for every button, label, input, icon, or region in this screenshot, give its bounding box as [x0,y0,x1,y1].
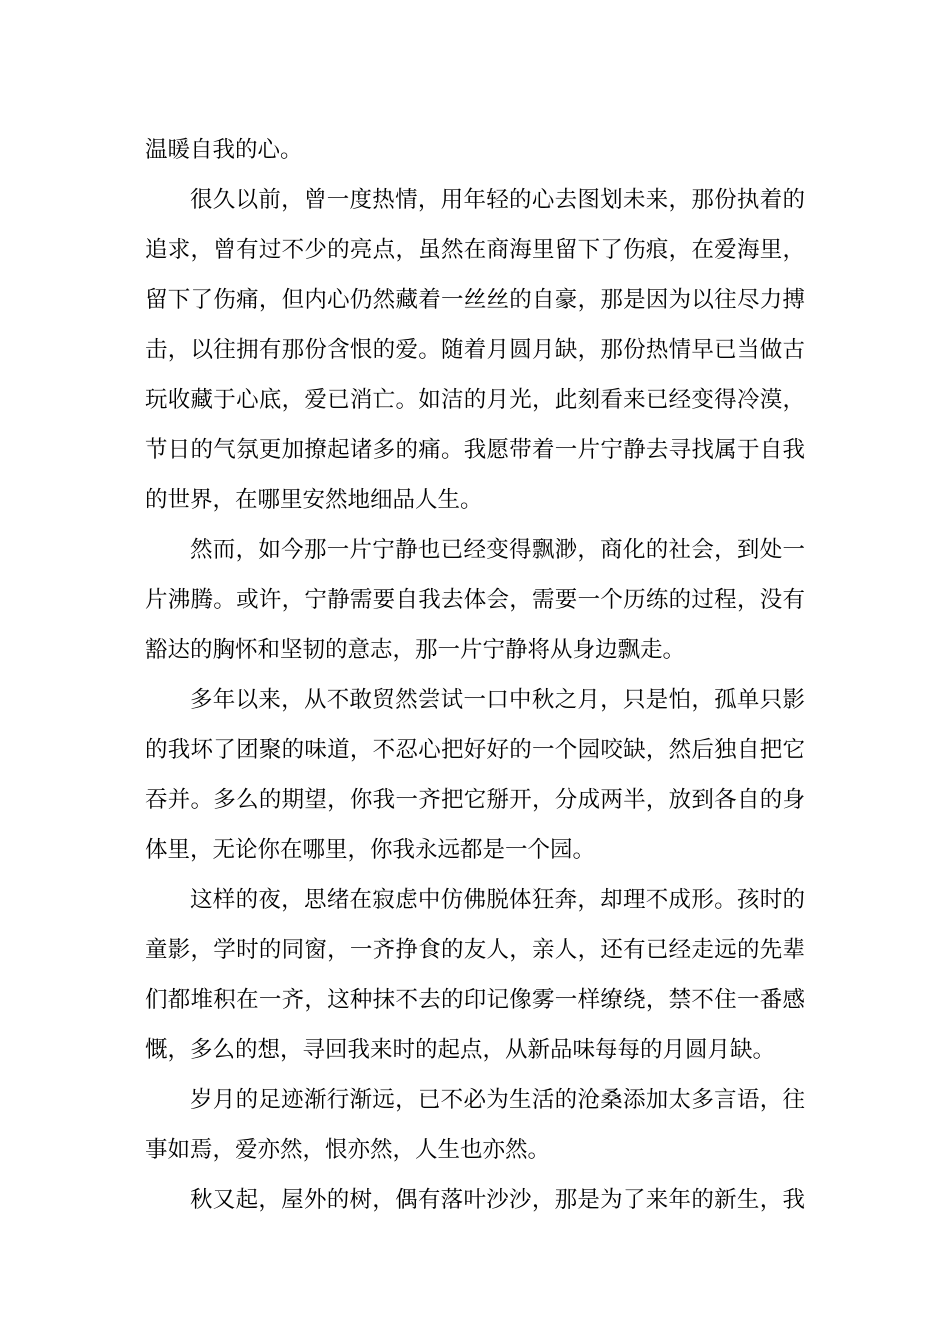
text-line: 温暖自我的心。 [145,137,303,163]
paragraph-first-line: 然而，如今那一片宁静也已经变得飘渺，商化的社会，到处一 [190,537,805,563]
text-line: 留下了伤痛，但内心仍然藏着一丝丝的自豪，那是因为以往尽力搏 [145,287,805,313]
text-line: 节日的气氛更加撩起诸多的痛。我愿带着一片宁静去寻找属于自我 [145,437,805,463]
text-line: 吞并。多么的期望，你我一齐把它掰开，分成两半，放到各自的身 [145,787,805,813]
text-line: 事如焉，爱亦然，恨亦然，人生也亦然。 [145,1137,551,1163]
paragraph-first-line: 这样的夜，思绪在寂虑中仿佛脱体狂奔，却理不成形。孩时的 [190,887,805,913]
text-line: 击，以往拥有那份含恨的爱。随着月圆月缺，那份热情早已当做古 [145,337,805,363]
text-line: 的世界，在哪里安然地细品人生。 [145,487,483,513]
text-line: 片沸腾。或许，宁静需要自我去体会，需要一个历练的过程，没有 [145,587,805,613]
text-line: 豁达的胸怀和坚韧的意志，那一片宁静将从身边飘走。 [145,637,686,663]
text-line: 的我坏了团聚的味道，不忍心把好好的一个园咬缺，然后独自把它 [145,737,805,763]
paragraph-first-line: 岁月的足迹渐行渐远，已不必为生活的沧桑添加太多言语，往 [190,1087,805,1113]
text-line: 体里，无论你在哪里，你我永远都是一个园。 [145,837,596,863]
paragraph-first-line: 很久以前，曾一度热情，用年轻的心去图划未来，那份执着的 [190,187,805,213]
paragraph-first-line: 秋又起，屋外的树，偶有落叶沙沙，那是为了来年的新生，我 [190,1187,805,1213]
text-line: 童影，学时的同窗，一齐挣食的友人，亲人，还有已经走远的先辈 [145,937,805,963]
text-line: 慨，多么的想，寻回我来时的起点，从新品味每每的月圆月缺。 [145,1037,776,1063]
text-line: 追求，曾有过不少的亮点，虽然在商海里留下了伤痕，在爱海里， [145,237,805,263]
text-line: 们都堆积在一齐，这种抹不去的印记像雾一样缭绕，禁不住一番感 [145,987,805,1013]
text-line: 玩收藏于心底，爱已消亡。如洁的月光，此刻看来已经变得冷漠， [145,387,805,413]
paragraph-first-line: 多年以来，从不敢贸然尝试一口中秋之月，只是怕，孤单只影 [190,687,805,713]
